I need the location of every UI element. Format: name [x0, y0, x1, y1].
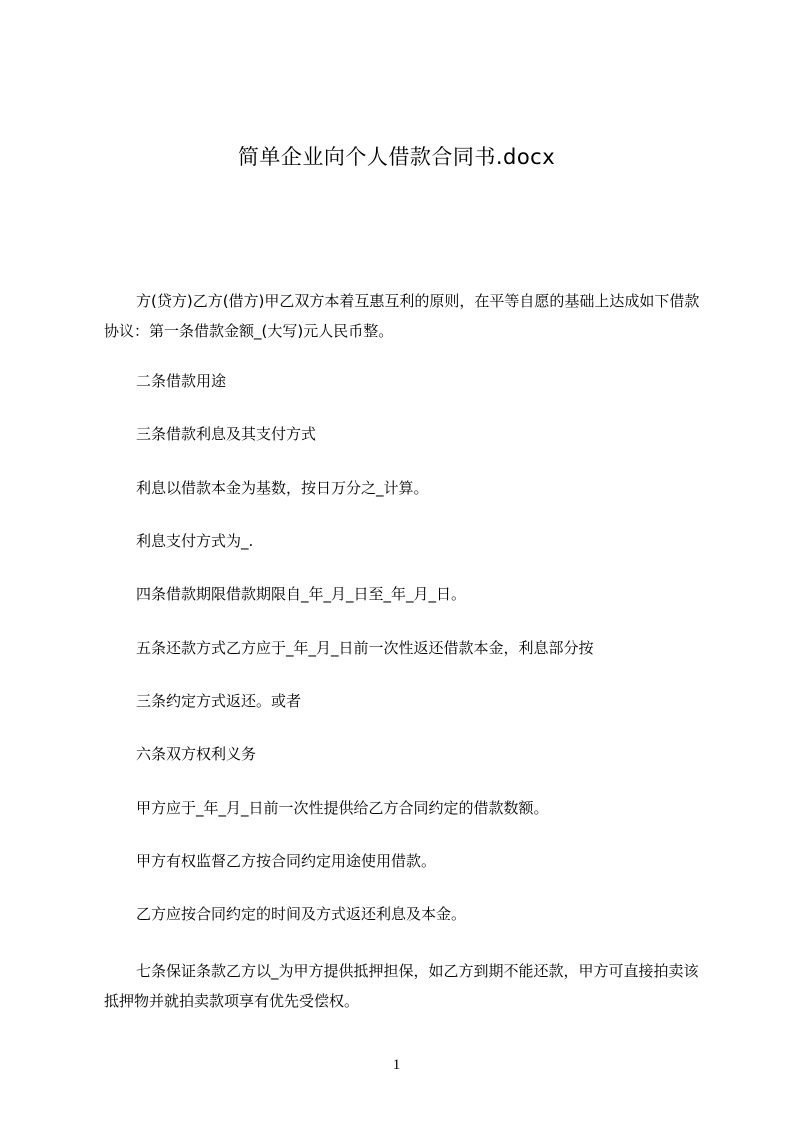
paragraph-article-6-rights: 六条双方权利义务	[136, 745, 257, 763]
paragraph-article-7-guarantee: 七条保证条款乙方以_为甲方提供抵押担保，如乙方到期不能还款，甲方可直接拍卖该抵押物并就拍卖款项享有优先受偿权。	[104, 962, 699, 1010]
paragraph-article-3-interest: 三条借款利息及其支付方式	[136, 425, 317, 443]
paragraph-lender-obligation: 甲方应于_年_月_日前一次性提供给乙方合同约定的借款数额。	[136, 799, 549, 817]
paragraph-borrower-obligation: 乙方应按合同约定的时间及方式返还利息及本金。	[136, 905, 467, 923]
paragraph-article-4-term: 四条借款期限借款期限自_年_月_日至_年_月_日。	[136, 585, 467, 603]
paragraph-interest-payment: 利息支付方式为_.	[136, 532, 254, 550]
paragraph-repayment-continued: 三条约定方式返还。或者	[136, 692, 302, 710]
paragraph-article-2-purpose: 二条借款用途	[136, 372, 227, 390]
page-number: 1	[392, 1057, 401, 1073]
paragraph-lender-supervision: 甲方有权监督乙方按合同约定用途使用借款。	[136, 852, 437, 870]
document-title: 简单企业向个人借款合同书.docx	[237, 145, 556, 169]
paragraph-article-5-repayment: 五条还款方式乙方应于_年_月_日前一次性返还借款本金，利息部分按	[136, 639, 594, 657]
paragraph-interest-rate: 利息以借款本金为基数，按日万分之_计算。	[136, 479, 429, 497]
paragraph-parties-and-loan-amount: 方(贷方)乙方(借方)甲乙双方本着互惠互利的原则，在平等自愿的基础上达成如下借款协议：第一条借款金额_(大写)元人民币整。	[104, 292, 700, 340]
